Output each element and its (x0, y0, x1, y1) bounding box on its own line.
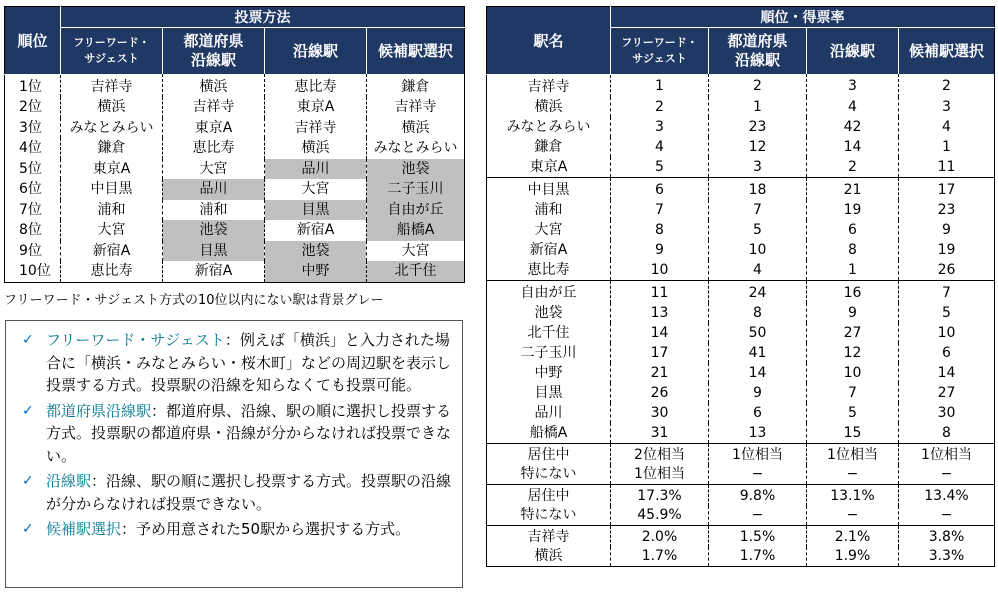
value-cell: 7 (807, 383, 899, 403)
table-row (487, 506, 995, 526)
value-cell: 1位相当 (611, 465, 709, 485)
station-cell: 自由が丘 (487, 280, 611, 303)
station-cell: 品川 (534, 404, 563, 421)
value-cell: − (899, 465, 995, 485)
description-term: 都道府県沿線駅 (46, 401, 152, 420)
value-cell: 17 (899, 177, 995, 200)
value-cell: 10 (709, 240, 807, 260)
table-row (5, 200, 465, 221)
station-cell: 大宮 (534, 221, 563, 238)
table-row (487, 260, 995, 281)
rank-cell: 5位 (19, 160, 42, 177)
value-cell: 7 (899, 280, 995, 303)
description-list (16, 329, 452, 541)
station-cell: 新宿A (163, 261, 265, 282)
value-cell: 9.8% (709, 484, 807, 506)
value-cell: 13 (611, 303, 709, 323)
value-cell: 6 (709, 403, 807, 423)
value-cell: 11 (899, 157, 995, 178)
value-cell: 3.3% (899, 547, 995, 567)
station-cell: 横浜 (61, 97, 163, 118)
value-cell: 4 (899, 117, 995, 137)
check-icon: ✓ (22, 473, 34, 489)
station-cell: 恵比寿 (265, 74, 367, 97)
station-cell: 鎌倉 (367, 74, 465, 97)
value-cell: 7 (611, 200, 709, 220)
description-item (16, 518, 452, 541)
description-body: ：都道府県、沿線、駅の順に選択し投票する方式。投票駅の都道府県・沿線が分からなければ投票できない。 (46, 401, 452, 465)
station-cell: 特にない (520, 506, 577, 523)
station-cell: みなとみらい (367, 138, 465, 159)
station-cell: 船橋A (529, 424, 568, 441)
table-row (487, 117, 995, 137)
table-row (5, 97, 465, 118)
rank-cell: 1位 (19, 78, 42, 95)
table-row (5, 179, 465, 200)
table-row (487, 547, 995, 567)
table-row (487, 137, 995, 157)
station-ranking-body (487, 74, 995, 566)
value-cell: 21 (807, 177, 899, 200)
station-cell: 浦和 (61, 200, 163, 221)
station-cell: 東京A (529, 158, 568, 175)
table-row (5, 138, 465, 159)
description-item (16, 470, 452, 515)
value-cell: 1 (611, 74, 709, 97)
value-cell: 5 (899, 303, 995, 323)
check-icon: ✓ (22, 521, 34, 537)
value-cell: 2 (611, 97, 709, 117)
station-cell: 鎌倉 (534, 138, 563, 155)
method-ranking-table (4, 6, 465, 283)
value-cell: 1位相当 (709, 443, 807, 465)
station-cell: 目黒 (163, 241, 265, 262)
value-cell: 23 (899, 200, 995, 220)
value-cell: 27 (899, 383, 995, 403)
value-cell: 27 (807, 323, 899, 343)
table-row (487, 343, 995, 363)
value-cell: − (807, 465, 899, 485)
check-icon: ✓ (22, 332, 34, 348)
value-cell: 17 (611, 343, 709, 363)
value-cell: − (899, 506, 995, 526)
value-cell: 3.8% (899, 525, 995, 547)
rank-cell: 8位 (19, 222, 42, 239)
value-cell: 1位相当 (899, 443, 995, 465)
station-cell: 東京A (265, 97, 367, 118)
value-cell: 2位相当 (611, 443, 709, 465)
value-cell: 8 (611, 220, 709, 240)
table-row (487, 280, 995, 303)
table-row (487, 303, 995, 323)
table-row (487, 323, 995, 343)
value-cell: 3 (709, 157, 807, 178)
table-row (5, 74, 465, 97)
value-cell: 1.5% (709, 525, 807, 547)
station-cell: 吉祥寺 (487, 525, 611, 547)
value-cell: 3 (611, 117, 709, 137)
station-cell: 二子玉川 (367, 179, 465, 200)
station-cell: 吉祥寺 (527, 78, 570, 95)
value-cell: 14 (611, 323, 709, 343)
station-cell: 品川 (265, 159, 367, 180)
station-cell: 船橋A (367, 220, 465, 241)
value-cell: 2 (807, 157, 899, 178)
station-cell: 居住中 (487, 443, 611, 465)
value-cell: 30 (899, 403, 995, 423)
description-term: 候補駅選択 (46, 520, 122, 538)
col-candidate-header: 候補駅選択 (899, 28, 995, 75)
station-cell: 目黒 (534, 384, 563, 401)
value-cell: 10 (611, 260, 709, 281)
table-row (487, 157, 995, 178)
station-cell: 大宮 (163, 159, 265, 180)
rank-cell: 7位 (19, 201, 42, 218)
station-cell: 中目黒 (61, 179, 163, 200)
value-cell: 41 (709, 343, 807, 363)
value-cell: 5 (611, 157, 709, 178)
value-cell: 11 (611, 280, 709, 303)
station-cell: 恵比寿 (163, 138, 265, 159)
value-cell: 17.3% (611, 484, 709, 506)
value-cell: − (709, 506, 807, 526)
station-cell: みなとみらい (506, 118, 591, 135)
rank-cell: 6位 (19, 181, 42, 198)
method-ranking-body (5, 74, 465, 282)
station-cell: 吉祥寺 (265, 118, 367, 139)
value-cell: 8 (899, 423, 995, 444)
station-cell: 大宮 (265, 179, 367, 200)
station-cell: 北千住 (527, 324, 570, 341)
value-cell: 42 (807, 117, 899, 137)
rank-cell: 3位 (19, 119, 42, 136)
station-cell: 目黒 (265, 200, 367, 221)
table-row (487, 403, 995, 423)
value-cell: 6 (611, 177, 709, 200)
value-cell: 26 (899, 260, 995, 281)
rank-cell: 9位 (19, 242, 42, 259)
rank-share-header: 順位・得票率 (611, 7, 995, 28)
description-body: ：予め用意された50駅から選択する方式。 (121, 520, 411, 538)
table-row (487, 200, 995, 220)
station-cell: 中野 (534, 364, 563, 381)
value-cell: 1.7% (709, 547, 807, 567)
value-cell: 10 (807, 363, 899, 383)
value-cell: 26 (611, 383, 709, 403)
rank-cell: 10位 (19, 263, 51, 280)
station-cell: 中野 (265, 261, 367, 282)
value-cell: − (709, 465, 807, 485)
station-cell: 恵比寿 (61, 261, 163, 282)
station-cell: 吉祥寺 (61, 74, 163, 97)
description-body: ：沿線、駅の順に選択し投票する方式。投票駅の沿線が分からなければ投票できない。 (46, 472, 452, 513)
value-cell: 1.7% (611, 547, 709, 567)
station-cell: 横浜 (163, 74, 265, 97)
table-row (5, 118, 465, 139)
value-cell: 8 (709, 303, 807, 323)
value-cell: 2.0% (611, 525, 709, 547)
table-row (487, 177, 995, 200)
gray-note: フリーワード・サジェスト方式の10位以内にない駅は背景グレー (4, 293, 384, 308)
value-cell: 31 (611, 423, 709, 444)
value-cell: 3 (899, 97, 995, 117)
station-cell: 北千住 (367, 261, 465, 282)
value-cell: 5 (807, 403, 899, 423)
station-ranking-table (486, 6, 995, 567)
method-header: 投票方法 (61, 7, 465, 28)
station-cell: 新宿A (265, 220, 367, 241)
col-pref-line-header: 都道府県 沿線駅 (163, 28, 265, 75)
station-cell: みなとみらい (61, 118, 163, 139)
value-cell: 9 (709, 383, 807, 403)
station-cell: 浦和 (163, 200, 265, 221)
table-row (5, 261, 465, 282)
value-cell: 4 (611, 137, 709, 157)
station-cell: 横浜 (534, 98, 563, 115)
table-row (487, 443, 995, 465)
table-row (487, 240, 995, 260)
table-row (5, 220, 465, 241)
station-cell: 横浜 (265, 138, 367, 159)
table-row (487, 97, 995, 117)
value-cell: 4 (807, 97, 899, 117)
value-cell: 16 (807, 280, 899, 303)
value-cell: 2 (709, 74, 807, 97)
table-row (487, 525, 995, 547)
station-cell: 池袋 (163, 220, 265, 241)
col-freeword-header: フリーワード・ サジェスト (61, 28, 163, 75)
station-cell: 中目黒 (487, 177, 611, 200)
description-term: フリーワード・サジェスト (46, 331, 225, 349)
check-icon: ✓ (22, 402, 34, 419)
station-cell: 鎌倉 (61, 138, 163, 159)
station-cell: 池袋 (534, 304, 563, 321)
col-freeword-header: フリーワード・ サジェスト (611, 28, 709, 75)
description-item (16, 329, 452, 397)
value-cell: 30 (611, 403, 709, 423)
rank-cell: 2位 (19, 99, 42, 116)
value-cell: 50 (709, 323, 807, 343)
station-cell: 吉祥寺 (163, 97, 265, 118)
value-cell: 9 (899, 220, 995, 240)
station-cell: 池袋 (367, 159, 465, 180)
value-cell: 12 (709, 137, 807, 157)
value-cell: 3 (807, 74, 899, 97)
value-cell: 9 (611, 240, 709, 260)
description-term: 沿線駅 (46, 472, 92, 490)
station-cell: 池袋 (265, 241, 367, 262)
value-cell: 4 (709, 260, 807, 281)
value-cell: 1位相当 (807, 443, 899, 465)
value-cell: 13 (709, 423, 807, 444)
method-description-box (5, 320, 463, 588)
value-cell: 14 (807, 137, 899, 157)
value-cell: 6 (807, 220, 899, 240)
station-cell: 居住中 (487, 484, 611, 506)
value-cell: 2 (899, 74, 995, 97)
description-body: ：例えば「横浜」と入力された場合に「横浜・みなとみらい・桜木町」などの周辺駅を表示し投票する方式。投票駅の沿線を知らなくても投票可能。 (46, 331, 452, 394)
station-cell: 浦和 (534, 201, 563, 218)
value-cell: 23 (709, 117, 807, 137)
station-cell: 新宿A (529, 241, 568, 258)
station-cell: 二子玉川 (520, 344, 577, 361)
value-cell: 18 (709, 177, 807, 200)
table-row (5, 159, 465, 180)
station-header: 駅名 (487, 7, 611, 75)
station-cell: 東京A (61, 159, 163, 180)
table-row (487, 423, 995, 444)
value-cell: 45.9% (611, 506, 709, 526)
table-row (5, 241, 465, 262)
rank-header: 順位 (5, 7, 61, 75)
table-row (487, 484, 995, 506)
value-cell: 8 (807, 240, 899, 260)
value-cell: 1 (709, 97, 807, 117)
col-line-header: 沿線駅 (265, 28, 367, 75)
value-cell: 1 (807, 260, 899, 281)
value-cell: 14 (899, 363, 995, 383)
value-cell: 15 (807, 423, 899, 444)
station-cell: 品川 (163, 179, 265, 200)
station-cell: 特にない (520, 465, 577, 482)
value-cell: 2.1% (807, 525, 899, 547)
value-cell: 19 (899, 240, 995, 260)
station-cell: 新宿A (61, 241, 163, 262)
value-cell: − (807, 506, 899, 526)
value-cell: 10 (899, 323, 995, 343)
station-cell: 東京A (163, 118, 265, 139)
table-row (487, 363, 995, 383)
value-cell: 21 (611, 363, 709, 383)
value-cell: 6 (899, 343, 995, 363)
table-row (487, 220, 995, 240)
value-cell: 1 (899, 137, 995, 157)
value-cell: 9 (807, 303, 899, 323)
value-cell: 24 (709, 280, 807, 303)
table-row (487, 74, 995, 97)
value-cell: 13.4% (899, 484, 995, 506)
value-cell: 12 (807, 343, 899, 363)
table-row (487, 383, 995, 403)
value-cell: 19 (807, 200, 899, 220)
station-cell: 大宮 (367, 241, 465, 262)
station-cell: 吉祥寺 (367, 97, 465, 118)
value-cell: 14 (709, 363, 807, 383)
col-candidate-header: 候補駅選択 (367, 28, 465, 75)
station-cell: 自由が丘 (367, 200, 465, 221)
station-cell: 恵比寿 (527, 261, 570, 278)
station-cell: 大宮 (61, 220, 163, 241)
rank-cell: 4位 (19, 140, 42, 157)
station-cell: 横浜 (367, 118, 465, 139)
station-cell: 横浜 (534, 547, 563, 564)
value-cell: 5 (709, 220, 807, 240)
value-cell: 7 (709, 200, 807, 220)
table-row (487, 465, 995, 485)
description-item (16, 400, 452, 468)
value-cell: 1.9% (807, 547, 899, 567)
col-line-header: 沿線駅 (807, 28, 899, 75)
value-cell: 13.1% (807, 484, 899, 506)
col-pref-line-header: 都道府県 沿線駅 (709, 28, 807, 75)
